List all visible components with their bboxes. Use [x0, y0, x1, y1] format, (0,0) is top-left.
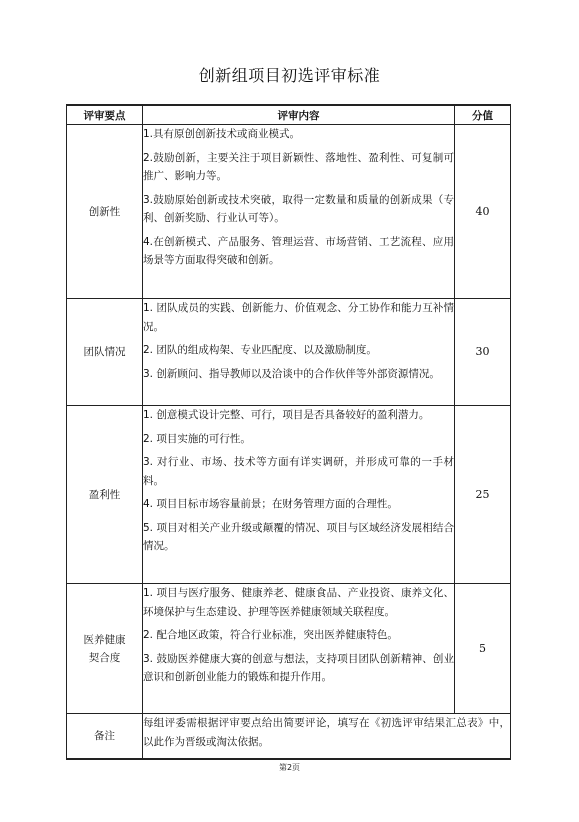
criteria-item: 2. 配合地区政策，符合行业标准，突出医养健康特色。 — [143, 629, 398, 641]
remarks-text: 每组评委需根据评审要点给出简要评论，填写在《初选评审结果汇总表》中，以此作为晋级或淘汰依据。 — [143, 717, 510, 748]
criteria-score: 5 — [455, 584, 511, 714]
criteria-item: 5. 项目对相关产业升级或颠覆的情况、项目与区域经济发展相结合情况。 — [143, 521, 454, 552]
criteria-item: 3. 创新顾问、指导教师以及洽谈中的合作伙伴等外部资源情况。 — [143, 367, 440, 380]
criteria-name: 创新性 — [67, 125, 143, 299]
criteria-content — [143, 125, 455, 299]
criteria-score: 40 — [455, 125, 511, 299]
table-header-row — [67, 105, 511, 125]
criteria-item: 2. 项目实施的可行性。 — [143, 432, 251, 445]
criteria-score: 30 — [455, 299, 511, 406]
criteria-item: 4.在创新模式、产品服务、管理运营、市场营销、工艺流程、应用场景等方面取得突破和创新。 — [143, 235, 454, 266]
remarks-content — [143, 714, 511, 759]
page-title: 创新组项目初选评审标准 — [198, 66, 381, 85]
criteria-item: 1. 创意模式设计完整、可行，项目是否具备较好的盈利潜力。 — [143, 409, 430, 421]
table-row — [67, 125, 511, 299]
criteria-name-line: 契合度 — [88, 651, 121, 664]
criteria-name: 团队情况 — [67, 299, 143, 406]
criteria-item: 4. 项目目标市场容量前景；在财务管理方面的合理性。 — [143, 498, 398, 510]
criteria-item: 1. 项目与医疗服务、健康养老、健康食品、产业投资、康养文化、环境保护与生态建设、护理等医养健康领域关联程度。 — [143, 587, 454, 618]
criteria-content — [143, 299, 455, 406]
criteria-content — [143, 584, 455, 714]
criteria-name-line: 医养健康 — [83, 633, 126, 646]
criteria-item: 2. 团队的组成构架、专业匹配度、以及激励制度。 — [143, 344, 377, 356]
table-row — [67, 406, 511, 584]
criteria-name: 盈利性 — [67, 406, 143, 584]
criteria-item: 3. 对行业、市场、技术等方面有详实调研，并形成可靠的一手材料。 — [143, 456, 454, 487]
criteria-score: 25 — [455, 406, 511, 584]
header-criteria: 评审要点 — [67, 105, 143, 125]
criteria-content — [143, 406, 455, 584]
criteria-table — [66, 104, 511, 760]
table-row — [67, 714, 511, 759]
criteria-item: 1.具有原创创新技术或商业模式。 — [143, 128, 301, 140]
table-row — [67, 299, 511, 406]
header-score: 分值 — [455, 105, 511, 125]
criteria-item: 2.鼓励创新，主要关注于项目新颖性、落地性、盈利性、可复制可推广、影响力等。 — [143, 151, 454, 182]
page-number: 第2页 — [278, 763, 301, 772]
criteria-item: 1. 团队成员的实践、创新能力、价值观念、分工协作和能力互补情况。 — [143, 302, 454, 333]
criteria-item: 3. 鼓励医养健康大赛的创意与想法，支持项目团队创新精神、创业意识和创新创业能力的锻炼和提升作用。 — [143, 652, 454, 683]
table-row — [67, 584, 511, 714]
criteria-item: 3.鼓励原始创新或技术突破，取得一定数量和质量的创新成果（专利、创新奖励、行业认可等）。 — [143, 193, 454, 224]
header-content: 评审内容 — [143, 105, 455, 125]
remarks-label: 备注 — [67, 714, 143, 759]
criteria-name — [67, 584, 143, 714]
